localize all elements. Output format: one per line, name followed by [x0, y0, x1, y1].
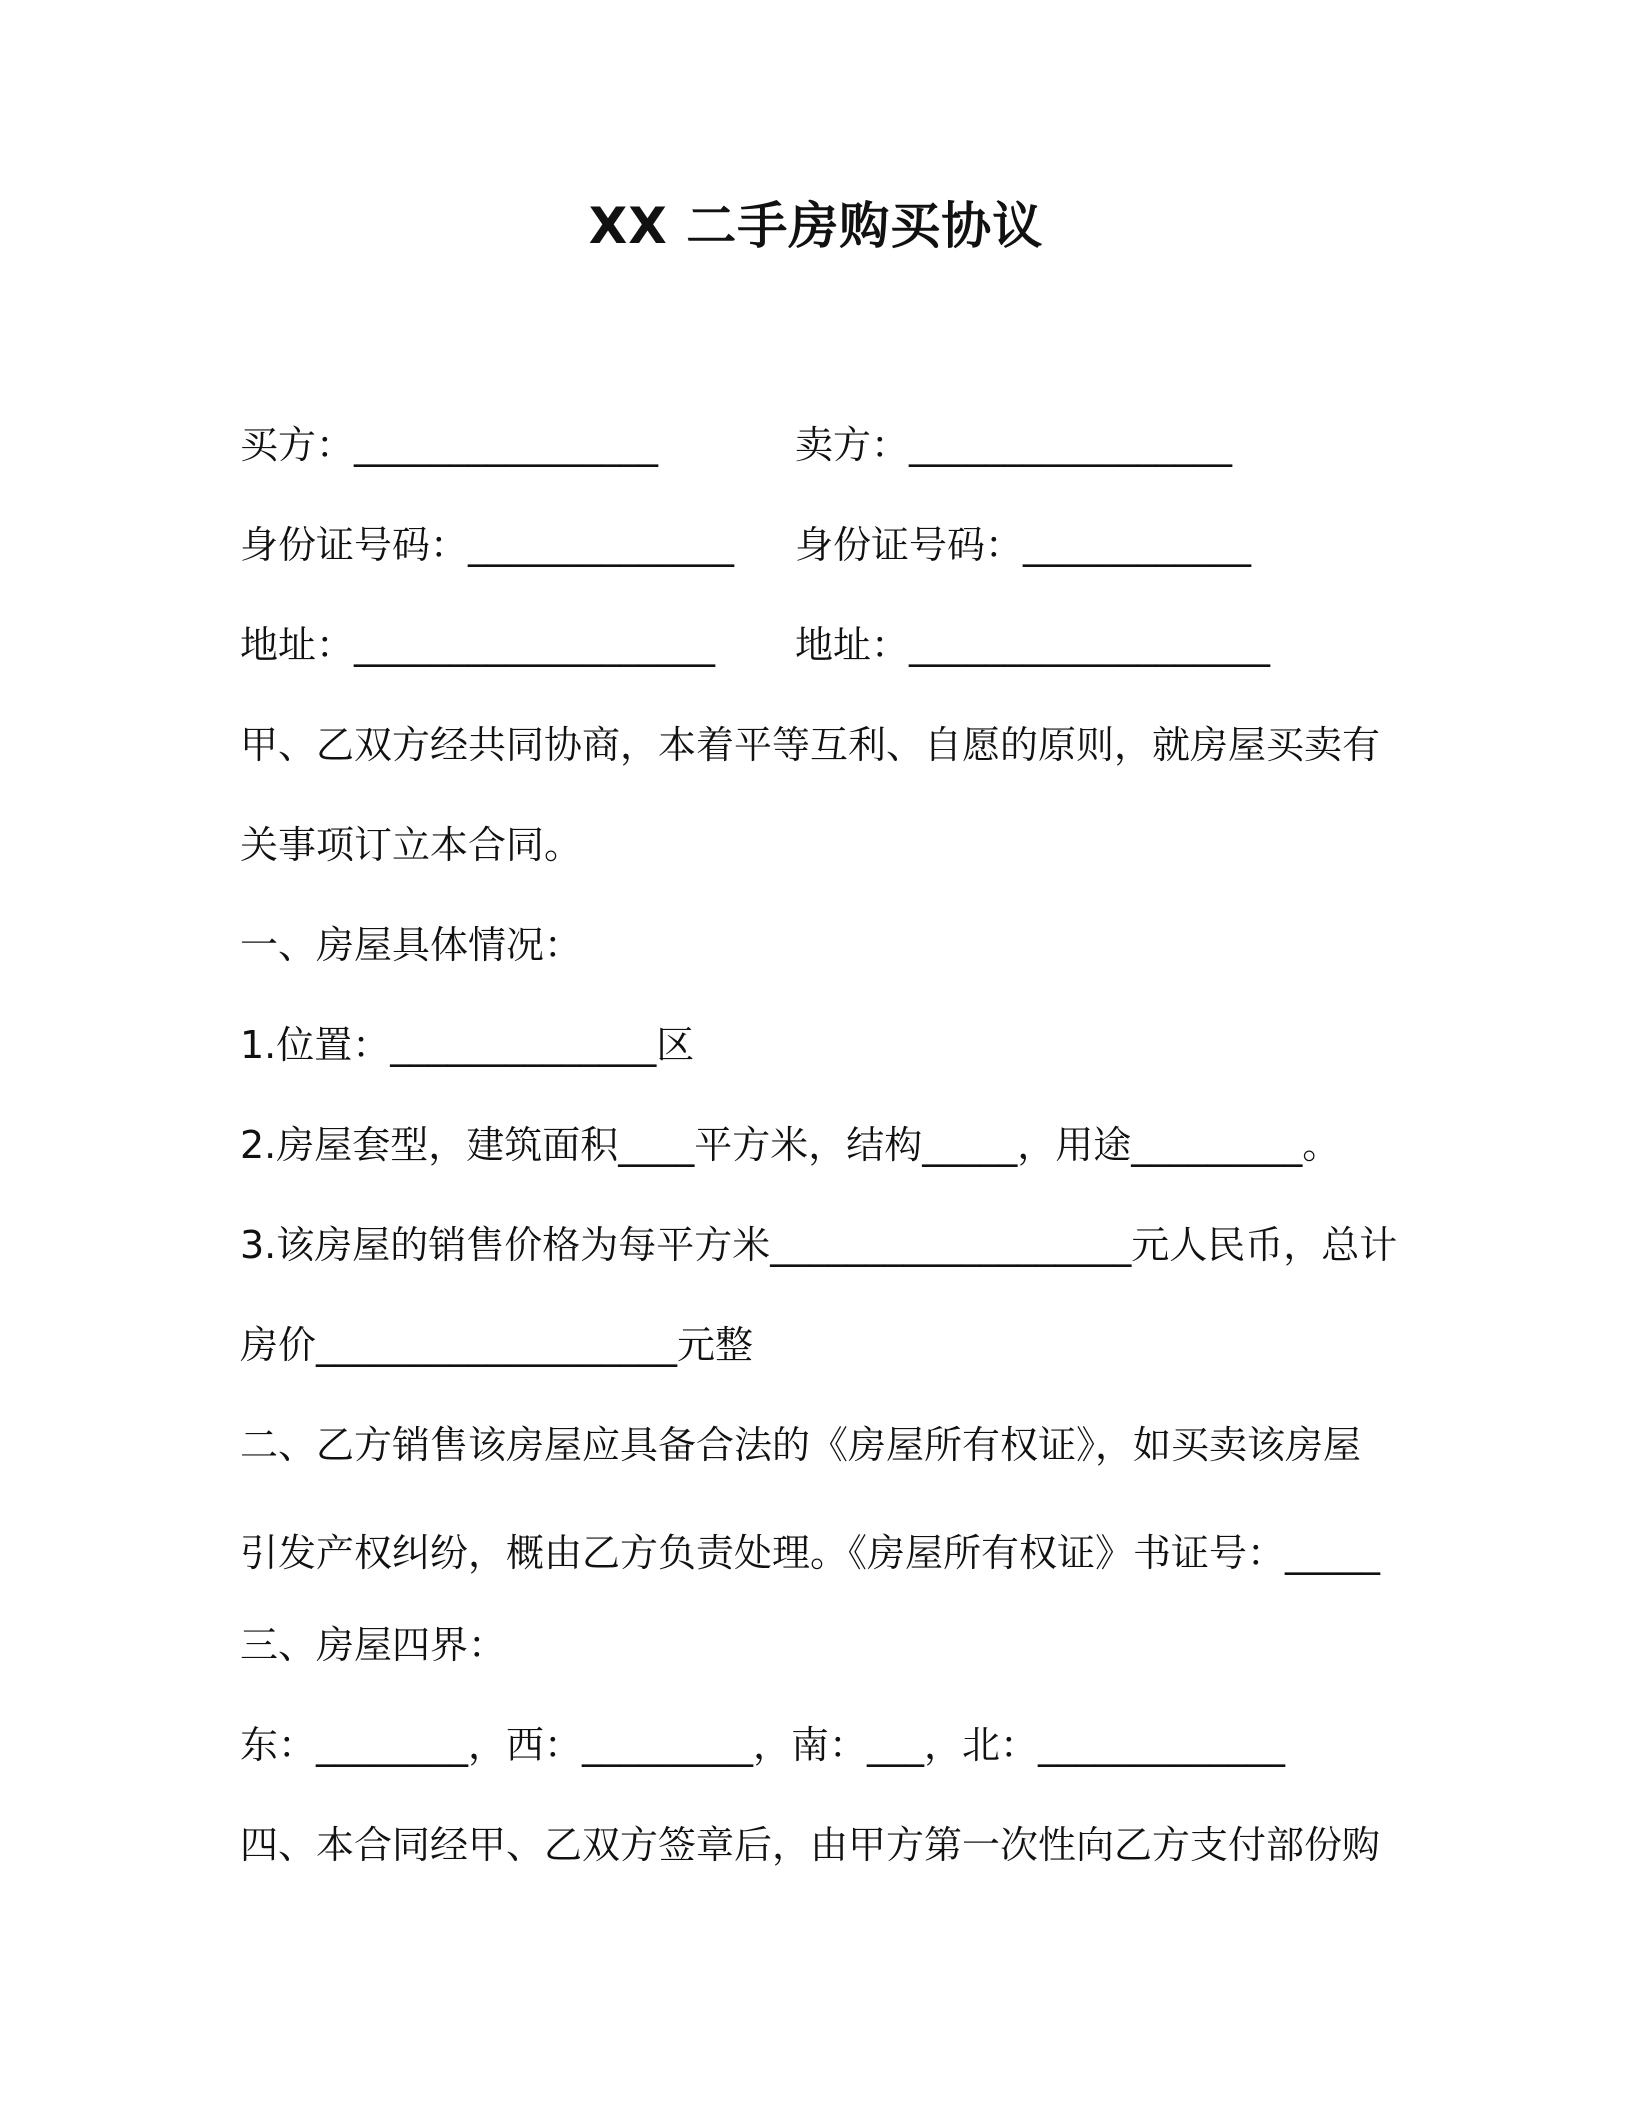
section1-item-house-type: 2.房屋套型，建筑面积____平方米，结构_____，用途_________。: [240, 1123, 1341, 1167]
seller-field: 卖方：_________________: [795, 423, 1233, 467]
section1-item-price-line-2: 房价___________________元整: [240, 1323, 754, 1367]
intro-line-2: 关事项订立本合同。: [240, 823, 583, 867]
buyer-field: 买方：________________: [240, 423, 659, 467]
intro-line-1: 甲、乙双方经共同协商，本着平等互利、自愿的原则，就房屋买卖有: [240, 723, 1381, 767]
section2-line-1: 二、乙方销售该房屋应具备合法的《房屋所有权证》，如买卖该房屋: [240, 1423, 1362, 1467]
section3-heading: 三、房屋四界：: [240, 1623, 507, 1667]
section4-line-1: 四、本合同经甲、乙双方签章后，由甲方第一次性向乙方支付部份购: [240, 1823, 1381, 1867]
seller-address-field: 地址：___________________: [795, 623, 1271, 667]
section1-item-location: 1.位置：______________区: [240, 1023, 695, 1067]
buyer-id-field: 身份证号码：______________: [240, 523, 735, 567]
document-title: XX 二手房购买协议: [588, 197, 1044, 255]
section1-item-price-line-1: 3.该房屋的销售价格为每平方米___________________元人民币，总计: [240, 1223, 1398, 1267]
section3-bounds: 东：________，西：_________，南：___，北：_____________: [240, 1723, 1286, 1767]
buyer-address-field: 地址：___________________: [240, 623, 716, 667]
section2-line-2: 引发产权纠纷，概由乙方负责处理。《房屋所有权证》书证号：_____: [240, 1531, 1381, 1575]
seller-id-field: 身份证号码：____________: [795, 523, 1252, 567]
section1-heading: 一、房屋具体情况：: [240, 923, 583, 967]
